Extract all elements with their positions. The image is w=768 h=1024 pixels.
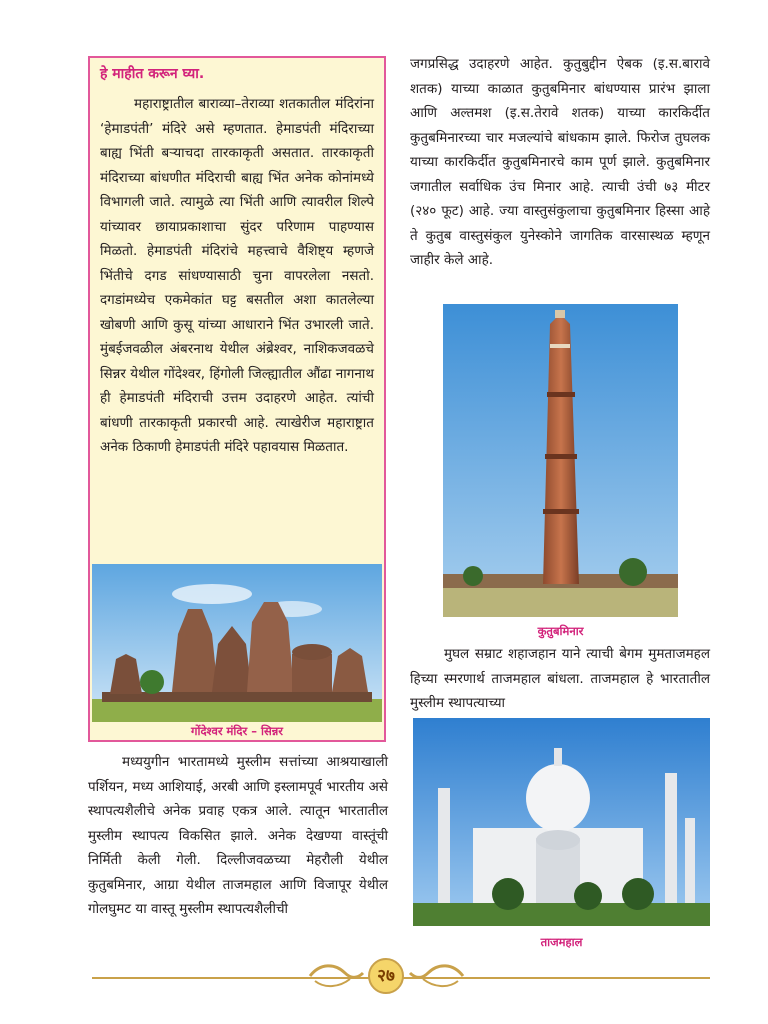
left-ornament-icon xyxy=(305,961,365,991)
info-box-title: हे माहीत करून घ्या. xyxy=(100,66,205,82)
info-box-text: महाराष्ट्रातील बाराव्या–तेराव्या शतकातील मंदिरांना ‘हेमाडपंती’ मंदिरे असे म्हणतात. हेमाडपंती मंदिराच्या बाह्य भिंती बऱ्याचदा तारकाकृती असतात. तारकाकृती मंदिराच्या बांधणीत मंदिराची बाह्य भिंत अनेक कोनांमध्ये विभागली जाते. त्यामुळे त्या भिंती आणि त्यावरील शिल्पे यांच्यावर छायाप्रकाशाचा सुंदर परिणाम पाहण्यास मिळतो. हेमाडपंती मंदिरांचे महत्त्वाचे वैशिष्ट्य म्हणजे भिंतीचे दगड सांधण्यासाठी चुना वापरलेला नसतो. दगडांमध्येच एकमेकांत घट्ट बसतील अशा कातलेल्या खोबणी आणि कुसू यांच्या आधाराने भिंत उभारली जाते. मुंबईजवळील अंबरनाथ येथील अंब्रेश्वर, नाशिकजवळचे सिन्नर येथील गोंदेश्वर, हिंगोली जिल्ह्यातील औंढा नागनाथ ही हेमाडपंती मंदिराची उत्तम उदाहरणे आहेत. त्यांची बांधणी तारकाकृती प्रकारची आहे. त्याखेरीज महाराष्ट्रात अनेक ठिकाणी हेमाडपंती मंदिरे पहावयास मिळतात. xyxy=(100,96,374,455)
taj-mahal-caption: ताजमहाल xyxy=(540,935,583,949)
qutub-minar-image xyxy=(443,304,678,617)
muslim-architecture-paragraph: मध्ययुगीन भारतामध्ये मुस्लीम सत्तांच्या आश्रयाखाली पर्शियन, मध्य आशियाई, अरबी आणि इस्लामपूर्व भारतीय असे स्थापत्यशैलीचे अनेक प्रवाह एकत्र आले. त्यातून भारतातील मुस्लीम स्थापत्य विकसित झाले. अनेक देखण्या वास्तूंची निर्मिती केली गेली. दिल्लीजवळच्या मेहरौली येथील कुतुबमिनार, आग्रा येथील ताजमहाल आणि विजापूर येथील गोलघुमट या वास्तू मुस्लीम स्थापत्यशैलीची xyxy=(88,754,388,917)
right-ornament-icon xyxy=(408,961,468,991)
gondeshwar-temple-image xyxy=(92,564,382,722)
info-box xyxy=(88,56,386,742)
gondeshwar-caption: गोंदेश्वर मंदिर – सिन्नर xyxy=(191,724,283,738)
qutub-minar-paragraph: जगप्रसिद्ध उदाहरणे आहेत. कुतुबुद्दीन ऐबक (इ.स.बारावे शतक) याच्या काळात कुतुबमिनार बांधण्यास प्रारंभ झाला आणि अल्तमश (इ.स.तेरावे शतक) याच्या कारकिर्दीत कुतुबमिनारच्या चार मजल्यांचे बांधकाम झाले. फिरोज तुघलक याच्या कारकिर्दीत कुतुबमिनारचे काम पूर्ण झाले. कुतुबमिनार जगातील सर्वाधिक उंच मिनार आहे. त्याची उंची ७३ मीटर (२४० फूट) आहे. ज्या वास्तुसंकुलाचा कुतुबमिनार हिस्सा आहे ते कुतुब वास्तुसंकुल युनेस्कोने जागतिक वारसास्थळ म्हणून जाहीर केले आहे. xyxy=(410,56,710,268)
taj-mahal-paragraph: मुघल सम्राट शहाजहान याने त्याची बेगम मुमताजमहल हिच्या स्मरणार्थ ताजमहाल बांधला. ताजमहाल हे भारतातील मुस्लीम स्थापत्याच्या xyxy=(410,646,710,711)
qutub-minar-caption: कुतुबमिनार xyxy=(537,624,584,638)
page-number: २७ xyxy=(368,958,404,994)
taj-mahal-image xyxy=(413,718,710,926)
